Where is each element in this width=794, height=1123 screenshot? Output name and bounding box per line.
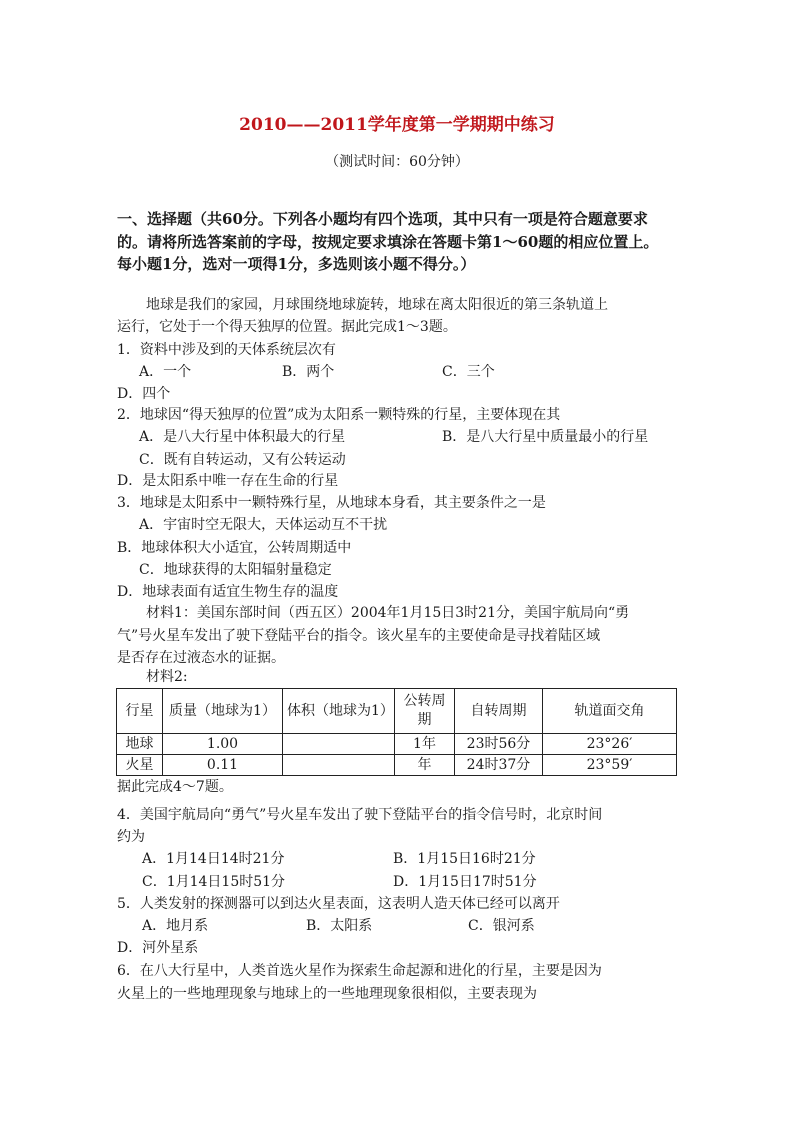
question-1-option-a: A．一个 <box>139 364 192 380</box>
table-cell: 23时56分 <box>455 734 543 755</box>
question-4-stem: 4．美国宇航局向“勇气”号火星车发出了驶下登陆平台的指令信号时，北京时间 <box>117 807 603 823</box>
passage-line: 运行，它处于一个得天独厚的位置。据此完成1～3题。 <box>117 319 457 335</box>
question-4-option-d: D．1月15日17时51分 <box>393 874 537 890</box>
table-cell <box>283 755 395 776</box>
question-4-option-c: C．1月14日15时51分 <box>142 874 286 890</box>
material-2-followup: 据此完成4～7题。 <box>117 779 233 795</box>
table-header-cell: 自转周期 <box>455 689 543 734</box>
question-2-option-c: C．既有自转运动，又有公转运动 <box>139 452 346 468</box>
question-6-stem: 6．在八大行星中，人类首选火星作为探索生命起源和进化的行星，主要是因为 <box>117 963 602 979</box>
question-5-option-b: B．太阳系 <box>306 918 373 934</box>
passage-line: 地球是我们的家园，月球围绕地球旋转，地球在离太阳很近的第三条轨道上 <box>146 297 608 313</box>
table-header-row <box>117 689 677 734</box>
question-4-option-b: B．1月15日16时21分 <box>393 851 536 867</box>
question-3-option-c: C．地球获得的太阳辐射量稳定 <box>139 562 332 578</box>
question-1-option-c: C．三个 <box>442 364 495 380</box>
table-cell: 1.00 <box>163 734 283 755</box>
table-cell: 23°26′ <box>543 734 677 755</box>
question-2-option-a: A．是八大行星中体积最大的行星 <box>139 429 346 445</box>
material-1-line: 是否存在过液态水的证据。 <box>117 650 285 666</box>
question-5-stem: 5．人类发射的探测器可以到达火星表面，这表明人造天体已经可以离开 <box>117 896 560 912</box>
question-3-option-b: B．地球体积大小适宜，公转周期适中 <box>117 540 352 556</box>
question-1-stem: 1．资料中涉及到的天体系统层次有 <box>117 342 336 358</box>
table-header-cell: 体积（地球为1） <box>283 689 395 734</box>
table-cell: 24时37分 <box>455 755 543 776</box>
table-row <box>117 755 677 776</box>
table-header-cell: 行星 <box>117 689 163 734</box>
question-6-stem: 火星上的一些地理现象与地球上的一些地理现象很相似，主要表现为 <box>117 986 537 1002</box>
question-3-option-a: A．宇宙时空无限大，天体运动互不干扰 <box>139 517 388 533</box>
table-row <box>117 734 677 755</box>
planet-comparison-table <box>116 688 677 776</box>
question-3-option-d: D．地球表面有适宜生物生存的温度 <box>117 584 339 600</box>
table-cell <box>283 734 395 755</box>
question-5-option-c: C．银河系 <box>468 918 535 934</box>
table-cell: 火星 <box>117 755 163 776</box>
table-cell: 年 <box>395 755 455 776</box>
exam-subtitle: （测试时间：60分钟） <box>325 154 469 170</box>
question-2-option-b: B．是八大行星中质量最小的行星 <box>442 429 649 445</box>
question-3-stem: 3．地球是太阳系中一颗特殊行星，从地球本身看，其主要条件之一是 <box>117 495 546 511</box>
table-header-cell: 质量（地球为1） <box>163 689 283 734</box>
section-instruction-line: 每小题1分，选对一项得1分，多选则该小题不得分。） <box>117 255 476 273</box>
question-1-option-b: B．两个 <box>282 364 335 380</box>
question-1-option-d: D．四个 <box>117 386 171 402</box>
table-header-cell: 轨道面交角 <box>543 689 677 734</box>
question-4-stem: 约为 <box>117 829 145 845</box>
question-5-option-a: A．地月系 <box>142 918 209 934</box>
table-cell: 1年 <box>395 734 455 755</box>
table-cell: 0.11 <box>163 755 283 776</box>
material-1-line: 气”号火星车发出了驶下登陆平台的指令。该火星车的主要使命是寻找着陆区域 <box>117 628 601 644</box>
question-2-stem: 2．地球因“得天独厚的位置”成为太阳系一颗特殊的行星，主要体现在其 <box>117 407 561 423</box>
section-instruction-line: 一、选择题（共60分。下列各小题均有四个选项，其中只有一项是符合题意要求 <box>117 210 648 228</box>
exam-title: 2010——2011学年度第一学期期中练习 <box>239 115 555 135</box>
table-cell: 23°59′ <box>543 755 677 776</box>
material-1-line: 材料1：美国东部时间（西五区）2004年1月15日3时21分，美国宇航局向“勇 <box>146 605 630 621</box>
material-2-label: 材料2: <box>146 669 188 685</box>
table-cell: 地球 <box>117 734 163 755</box>
table-header-cell: 公转周期 <box>395 689 455 734</box>
question-4-option-a: A．1月14日14时21分 <box>142 851 285 867</box>
question-5-option-d: D．河外星系 <box>117 940 199 956</box>
question-2-option-d: D．是太阳系中唯一存在生命的行星 <box>117 473 339 489</box>
section-instruction-line: 的。请将所选答案前的字母，按规定要求填涂在答题卡第1～60题的相应位置上。 <box>117 233 659 251</box>
